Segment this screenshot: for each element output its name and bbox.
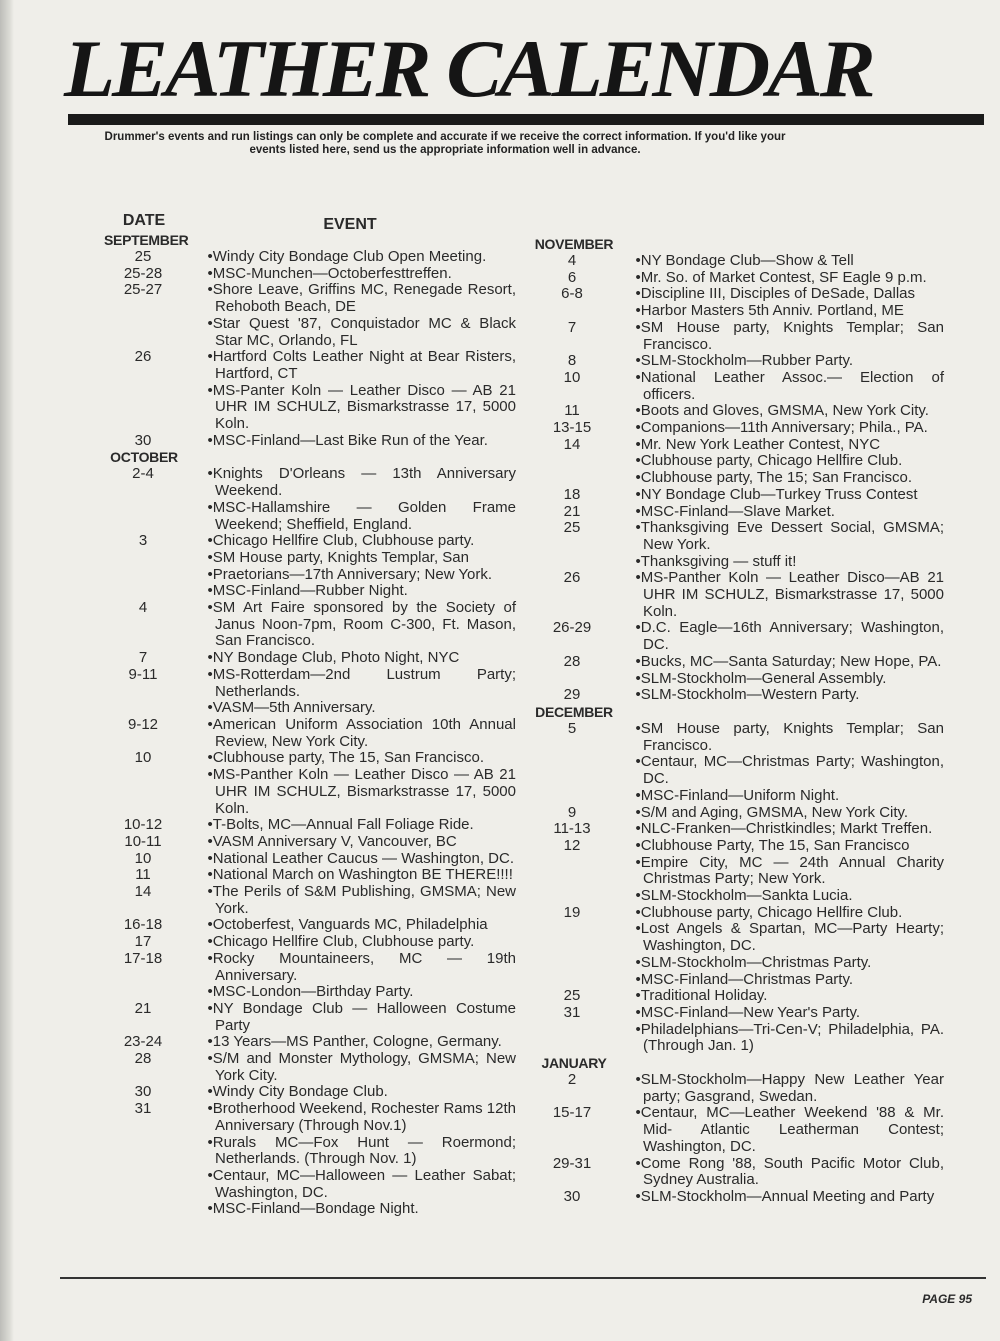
calendar-entry xyxy=(104,466,516,499)
calendar-entry xyxy=(534,487,944,504)
entry-event: •SM House party, Knights Templar, San xyxy=(207,548,469,566)
entry-event: •Rurals MC—Fox Hunt — Roermond; Netherlands. (Through Nov. 1) xyxy=(207,1133,516,1168)
calendar-entry xyxy=(104,1201,516,1218)
entry-date: 26-29 xyxy=(552,619,592,637)
calendar-entry xyxy=(104,266,516,283)
calendar-entry xyxy=(104,500,516,533)
entry-date: 13-15 xyxy=(552,419,592,437)
entry-event: •American Uniform Association 10th Annual Review, New York City. xyxy=(207,715,516,750)
entry-date: 17 xyxy=(134,933,152,951)
entry-event: •MSC-London—Birthday Party. xyxy=(207,983,414,1001)
entry-date: 11 xyxy=(564,402,580,420)
entry-date xyxy=(104,583,182,600)
calendar-entry xyxy=(104,884,516,917)
calendar-entry xyxy=(534,303,944,320)
calendar-entry xyxy=(104,700,516,717)
calendar-entry xyxy=(534,972,944,989)
entry-event: •Windy City Bondage Club Open Meeting. xyxy=(207,248,487,265)
entry-event: •Shore Leave, Griffins MC, Renegade Resort, Rehoboth Beach, DE xyxy=(207,281,516,316)
entry-date: 17-18 xyxy=(123,949,163,967)
calendar-entry xyxy=(104,533,516,550)
calendar-entry xyxy=(104,767,516,817)
calendar-entry xyxy=(104,867,516,884)
calendar-entry xyxy=(104,984,516,1001)
entry-event: •Come Rong '88, South Pacific Motor Club, Sydney Australia. xyxy=(635,1154,944,1189)
page-title: LEATHER CALENDAR xyxy=(64,23,873,114)
entry-date: 2-4 xyxy=(132,465,154,483)
entry-event: •National Leather Assoc.— Election of officers. xyxy=(635,368,944,403)
entry-date: 10 xyxy=(134,749,152,767)
entry-date: 4 xyxy=(138,599,148,617)
page-number: PAGE 95 xyxy=(922,1292,972,1306)
calendar-entry xyxy=(534,1022,944,1055)
calendar-entry xyxy=(534,270,944,287)
entry-date: 6-8 xyxy=(561,285,583,303)
entry-date xyxy=(534,470,610,487)
entry-event: •MSC-Hallamshire — Golden Frame Weekend; Sheffield, England. xyxy=(207,498,516,533)
intro-text: Drummer's events and run listings can only be complete and accurate if we receive the correct information. If you'd like your events listed here, send us the appropriate information well in advance. xyxy=(104,131,786,156)
entry-date: 8 xyxy=(567,352,577,370)
entry-event: •SLM-Stockholm—Christmas Party. xyxy=(635,953,872,971)
entry-date: 9-12 xyxy=(127,715,159,733)
entry-event: •MSC-Finland—Christmas Party. xyxy=(635,970,854,988)
month-heading: OCTOBER xyxy=(110,449,178,466)
entry-event: •S/M and Aging, GMSMA, New York City. xyxy=(635,803,909,821)
calendar-entry xyxy=(534,620,944,653)
entry-date xyxy=(104,1135,182,1168)
calendar-entry xyxy=(534,754,944,787)
entry-date: 25 xyxy=(563,519,581,537)
entry-date: 2 xyxy=(567,1071,577,1089)
entry-date xyxy=(104,1168,182,1201)
entry-event: •Hartford Colts Leather Night at Bear Risters, Hartford, CT xyxy=(207,348,516,382)
calendar-entry xyxy=(534,504,944,521)
entry-date xyxy=(534,671,610,688)
entry-event: •Praetorians—17th Anniversary; New York. xyxy=(207,565,493,583)
calendar-entry xyxy=(104,1001,516,1034)
entry-event: •MS-Panther Koln — Leather Disco — AB 21 UHR IM SCHULZ, Bismarkstrasse 17, 5000 Koln. xyxy=(207,766,516,817)
entry-event: •Bucks, MC—Santa Saturday; New Hope, PA. xyxy=(635,652,942,670)
calendar-entry xyxy=(534,370,944,403)
calendar-entry xyxy=(104,249,516,266)
entry-event: •MSC-Finland—Bondage Night. xyxy=(207,1200,419,1218)
entry-date: 15-17 xyxy=(552,1104,592,1122)
calendar-entry xyxy=(534,654,944,671)
calendar-entry xyxy=(104,550,516,567)
entry-date: 23-24 xyxy=(123,1033,163,1051)
entry-event: •SLM-Stockholm—General Assembly. xyxy=(635,669,887,687)
entry-date xyxy=(104,383,182,433)
entry-event: •13 Years—MS Panther, Cologne, Germany. xyxy=(207,1033,502,1051)
calendar-entry xyxy=(534,520,944,553)
entry-event: •NLC-Franken—Christkindles; Markt Treffen. xyxy=(635,820,933,838)
calendar-entry xyxy=(534,353,944,370)
entry-date xyxy=(534,888,610,905)
entry-date: 11 xyxy=(135,866,151,884)
entry-date xyxy=(534,453,610,470)
right-column-body xyxy=(534,236,944,1206)
calendar-entry xyxy=(104,600,516,650)
entry-event: •National Leather Caucus — Washington, DC. xyxy=(207,849,515,867)
calendar-entry xyxy=(534,320,944,353)
entry-date: 29 xyxy=(563,686,581,704)
entry-event: •Clubhouse party, Chicago Hellfire Club. xyxy=(635,452,903,470)
entry-date xyxy=(534,921,610,954)
entry-date: 28 xyxy=(134,1050,152,1068)
entry-event: •Harbor Masters 5th Anniv. Portland, ME xyxy=(635,302,904,320)
calendar-entry xyxy=(534,988,944,1005)
entry-event: •SLM-Stockholm—Annual Meeting and Party xyxy=(635,1187,935,1205)
calendar-entry xyxy=(534,470,944,487)
entry-date: 6 xyxy=(567,268,577,286)
entry-event: •SM House party, Knights Templar; San Francisco. xyxy=(635,318,944,353)
column-headers xyxy=(104,212,516,232)
entry-date xyxy=(104,767,182,817)
calendar-entry xyxy=(534,838,944,855)
entry-event: •Windy City Bondage Club. xyxy=(207,1083,388,1101)
entry-date xyxy=(534,754,610,787)
entry-event: •MS-Panter Koln — Leather Disco — AB 21 UHR IM SCHULZ, Bismarkstrasse 17, 5000 Koln. xyxy=(207,381,516,433)
entry-date xyxy=(534,855,610,888)
calendar-entry xyxy=(534,420,944,437)
entry-date: 30 xyxy=(563,1187,581,1205)
right-column xyxy=(534,236,944,1206)
entry-event: •MSC-Finland—Rubber Night. xyxy=(207,582,408,600)
entry-event: •NY Bondage Club—Show & Tell xyxy=(635,252,854,269)
entry-event: •Clubhouse party, The 15; San Francisco. xyxy=(635,469,913,487)
entry-event: •Lost Angels & Spartan, MC—Party Hearty; Washington, DC. xyxy=(635,920,944,955)
calendar-entry xyxy=(104,1101,516,1134)
event-header: EVENT xyxy=(323,216,377,233)
entry-event: •Boots and Gloves, GMSMA, New York City. xyxy=(635,402,929,420)
entry-event: •Centaur, MC—Leather Weekend '88 & Mr. Mid- Atlantic Leatherman Contest; Washington, DC. xyxy=(635,1104,944,1155)
calendar-entry xyxy=(104,667,516,700)
entry-event: •SLM-Stockholm—Western Party. xyxy=(635,686,860,704)
entry-date: 26 xyxy=(134,348,152,366)
entry-date: 11-13 xyxy=(553,820,591,838)
left-column-body xyxy=(104,232,516,1218)
calendar-entry xyxy=(534,1189,944,1206)
entry-date: 16-18 xyxy=(123,916,163,934)
entry-event: •Centaur, MC—Christmas Party; Washington, DC. xyxy=(635,753,944,788)
entry-date: 12 xyxy=(563,836,581,854)
entry-event: •Clubhouse party, Chicago Hellfire Club. xyxy=(635,903,903,921)
entry-event: •MSC-Finland—Last Bike Run of the Year. xyxy=(207,431,488,449)
entry-date: 25 xyxy=(563,987,581,1005)
calendar-entry xyxy=(104,917,516,934)
calendar-entry xyxy=(534,921,944,954)
entry-date xyxy=(104,500,182,533)
entry-date: 10-11 xyxy=(124,832,162,850)
calendar-entry xyxy=(104,1168,516,1201)
entry-date: 28 xyxy=(563,652,581,670)
entry-date xyxy=(104,700,182,717)
entry-date xyxy=(104,550,182,567)
entry-event: •MSC-Finland—Uniform Night. xyxy=(635,786,840,804)
footer-rule xyxy=(60,1277,986,1279)
entry-event: •MSC-Munchen—Octoberfesttreffen. xyxy=(207,264,452,282)
calendar-entry xyxy=(534,1156,944,1189)
calendar-entry xyxy=(534,1105,944,1155)
calendar-entry xyxy=(104,1034,516,1051)
calendar-entry xyxy=(104,316,516,349)
calendar-entry xyxy=(534,1072,944,1105)
calendar-entry xyxy=(104,1084,516,1101)
calendar-entry xyxy=(534,855,944,888)
entry-event: •Star Quest '87, Conquistador MC & Black Star MC, Orlando, FL xyxy=(207,314,516,349)
entry-event: •MS-Rotterdam—2nd Lustrum Party; Netherlands. xyxy=(207,665,516,700)
entry-date xyxy=(104,984,182,1001)
calendar-entry xyxy=(104,383,516,433)
calendar-entry xyxy=(104,717,516,750)
entry-event: •D.C. Eagle—16th Anniversary; Washington, DC. xyxy=(635,619,944,654)
entry-event: •VASM Anniversary V, Vancouver, BC xyxy=(207,832,457,850)
calendar-entry xyxy=(104,349,516,382)
calendar-entry xyxy=(104,817,516,834)
entry-event: •NY Bondage Club, Photo Night, NYC xyxy=(207,649,460,667)
entry-date: 25-27 xyxy=(123,281,163,299)
calendar-entry xyxy=(534,403,944,420)
entry-date: 7 xyxy=(567,318,577,336)
entry-date xyxy=(534,955,610,972)
calendar-entry xyxy=(534,788,944,805)
calendar-entry xyxy=(104,282,516,315)
calendar-entry xyxy=(534,687,944,704)
entry-event: •VASM—5th Anniversary. xyxy=(207,699,376,717)
entry-event: •MSC-Finland—Slave Market. xyxy=(635,502,835,520)
entry-date: 7 xyxy=(138,649,148,667)
entry-event: •National March on Washington BE THERE!!!! xyxy=(207,866,513,884)
calendar-entry xyxy=(104,1051,516,1084)
entry-event: •Companions—11th Anniversary; Phila., PA. xyxy=(635,419,928,437)
entry-event: •Empire City, MC — 24th Annual Charity Christmas Party; New York. xyxy=(635,853,944,888)
entry-date xyxy=(104,567,182,584)
calendar-entry xyxy=(104,433,516,450)
entry-event: •Thanksgiving — stuff it! xyxy=(635,552,797,570)
entry-event: •SLM-Stockholm—Sankta Lucia. xyxy=(635,887,853,905)
entry-event: •Philadelphians—Tri-Cen-V; Philadelphia, PA. (Through Jan. 1) xyxy=(635,1020,944,1055)
entry-date: 31 xyxy=(134,1100,152,1118)
calendar-entry xyxy=(104,834,516,851)
calendar-entry xyxy=(104,1135,516,1168)
entry-event: •T-Bolts, MC—Annual Fall Foliage Ride. xyxy=(207,816,474,834)
entry-date: 4 xyxy=(567,252,577,269)
entry-event: •MSC-Finland—New Year's Party. xyxy=(635,1003,861,1021)
entry-date: 26 xyxy=(563,569,581,587)
month-heading: JANUARY xyxy=(541,1055,607,1072)
entry-date: 9-11 xyxy=(128,665,158,683)
calendar-entry xyxy=(534,721,944,754)
entry-event: •Mr. So. of Market Contest, SF Eagle 9 p.m. xyxy=(635,268,927,286)
calendar-entry xyxy=(534,905,944,922)
entry-event: •SM House party, Knights Templar; San Francisco. xyxy=(635,719,944,754)
entry-date: 29-31 xyxy=(552,1154,592,1172)
calendar-entry xyxy=(104,750,516,767)
entry-date xyxy=(534,303,610,320)
entry-event: •Brotherhood Weekend, Rochester Rams 12th Anniversary (Through Nov.1) xyxy=(207,1100,516,1134)
entry-event: •Clubhouse party, The 15, San Francisco. xyxy=(207,749,485,767)
entry-date: 30 xyxy=(134,431,152,449)
entry-date xyxy=(104,1201,182,1218)
date-header: DATE xyxy=(122,212,166,229)
calendar-entry xyxy=(534,805,944,822)
calendar-entry xyxy=(534,888,944,905)
entry-event: •SLM-Stockholm—Rubber Party. xyxy=(635,352,854,370)
entry-event: •NY Bondage Club — Halloween Costume Party xyxy=(207,999,516,1034)
entry-date xyxy=(534,972,610,989)
entry-event: •Knights D'Orleans — 13th Anniversary Weekend. xyxy=(207,465,516,500)
entry-event: •MS-Panther Koln — Leather Disco—AB 21 UHR IM SCHULZ, Bismarkstrasse 17, 5000 Koln. xyxy=(635,569,944,620)
entry-event: •Traditional Holiday. xyxy=(635,987,768,1005)
entry-event: •Mr. New York Leather Contest, NYC xyxy=(635,435,881,453)
entry-event: •Octoberfest, Vanguards MC, Philadelphia xyxy=(207,916,488,934)
month-heading: SEPTEMBER xyxy=(104,232,189,248)
entry-date xyxy=(534,788,610,805)
calendar-entry xyxy=(534,955,944,972)
entry-date: 25-28 xyxy=(123,264,163,282)
entry-date xyxy=(534,1022,610,1055)
entry-date: 21 xyxy=(134,999,152,1017)
calendar-entry xyxy=(534,253,944,270)
entry-date: 31 xyxy=(563,1003,581,1021)
calendar-entry xyxy=(104,650,516,667)
entry-event: •Clubhouse Party, The 15, San Francisco xyxy=(635,836,910,854)
calendar-entry xyxy=(534,286,944,303)
page-edge-shadow xyxy=(0,0,14,1341)
entry-date: 9 xyxy=(567,803,577,821)
entry-date: 10-12 xyxy=(123,816,163,834)
entry-date: 19 xyxy=(563,903,581,921)
entry-date: 30 xyxy=(134,1083,152,1101)
entry-event: •S/M and Monster Mythology, GMSMA; New York City. xyxy=(207,1050,516,1084)
entry-event: •SM Art Faire sponsored by the Society of Janus Noon-7pm, Room C-300, Ft. Mason, San Francisco. xyxy=(207,599,516,650)
entry-date xyxy=(104,316,182,349)
entry-event: •Rocky Mountaineers, MC — 19th Anniversary. xyxy=(207,949,516,984)
entry-date: 3 xyxy=(138,532,148,550)
calendar-entry xyxy=(104,851,516,868)
calendar-entry xyxy=(104,583,516,600)
month-heading: DECEMBER xyxy=(535,703,613,720)
calendar-entry xyxy=(534,1005,944,1022)
calendar-entry xyxy=(104,567,516,584)
entry-date: 18 xyxy=(563,485,581,503)
calendar-entry xyxy=(534,437,944,454)
entry-event: •Chicago Hellfire Club, Clubhouse party. xyxy=(207,933,475,951)
entry-date: 14 xyxy=(134,883,152,901)
entry-date: 5 xyxy=(567,719,577,737)
entry-date: 21 xyxy=(563,502,581,520)
entry-event: •SLM-Stockholm—Happy New Leather Year party; Gasgrand, Swedan. xyxy=(635,1071,944,1105)
entry-date: 14 xyxy=(563,435,581,453)
calendar-entry xyxy=(534,821,944,838)
month-heading: NOVEMBER xyxy=(534,236,614,252)
entry-event: •Centaur, MC—Halloween — Leather Sabat; Washington, DC. xyxy=(207,1166,516,1201)
entry-date: 10 xyxy=(563,368,581,386)
entry-event: •The Perils of S&M Publishing, GMSMA; New York. xyxy=(207,883,516,917)
calendar-entry xyxy=(534,671,944,688)
entry-event: •Thanksgiving Eve Dessert Social, GMSMA; New York. xyxy=(635,519,944,553)
entry-date: 10 xyxy=(134,849,152,867)
title-rule xyxy=(68,114,984,125)
calendar-entry xyxy=(534,453,944,470)
calendar-entry xyxy=(104,934,516,951)
left-column xyxy=(104,212,516,1218)
calendar-entry xyxy=(534,570,944,620)
entry-date xyxy=(534,554,610,571)
entry-event: •Discipline III, Disciples of DeSade, Dallas xyxy=(635,285,916,303)
entry-event: •NY Bondage Club—Turkey Truss Contest xyxy=(635,485,918,503)
calendar-entry xyxy=(534,554,944,571)
calendar-entry xyxy=(104,951,516,984)
entry-date: 25 xyxy=(134,248,152,265)
entry-event: •Chicago Hellfire Club, Clubhouse party. xyxy=(207,532,475,550)
